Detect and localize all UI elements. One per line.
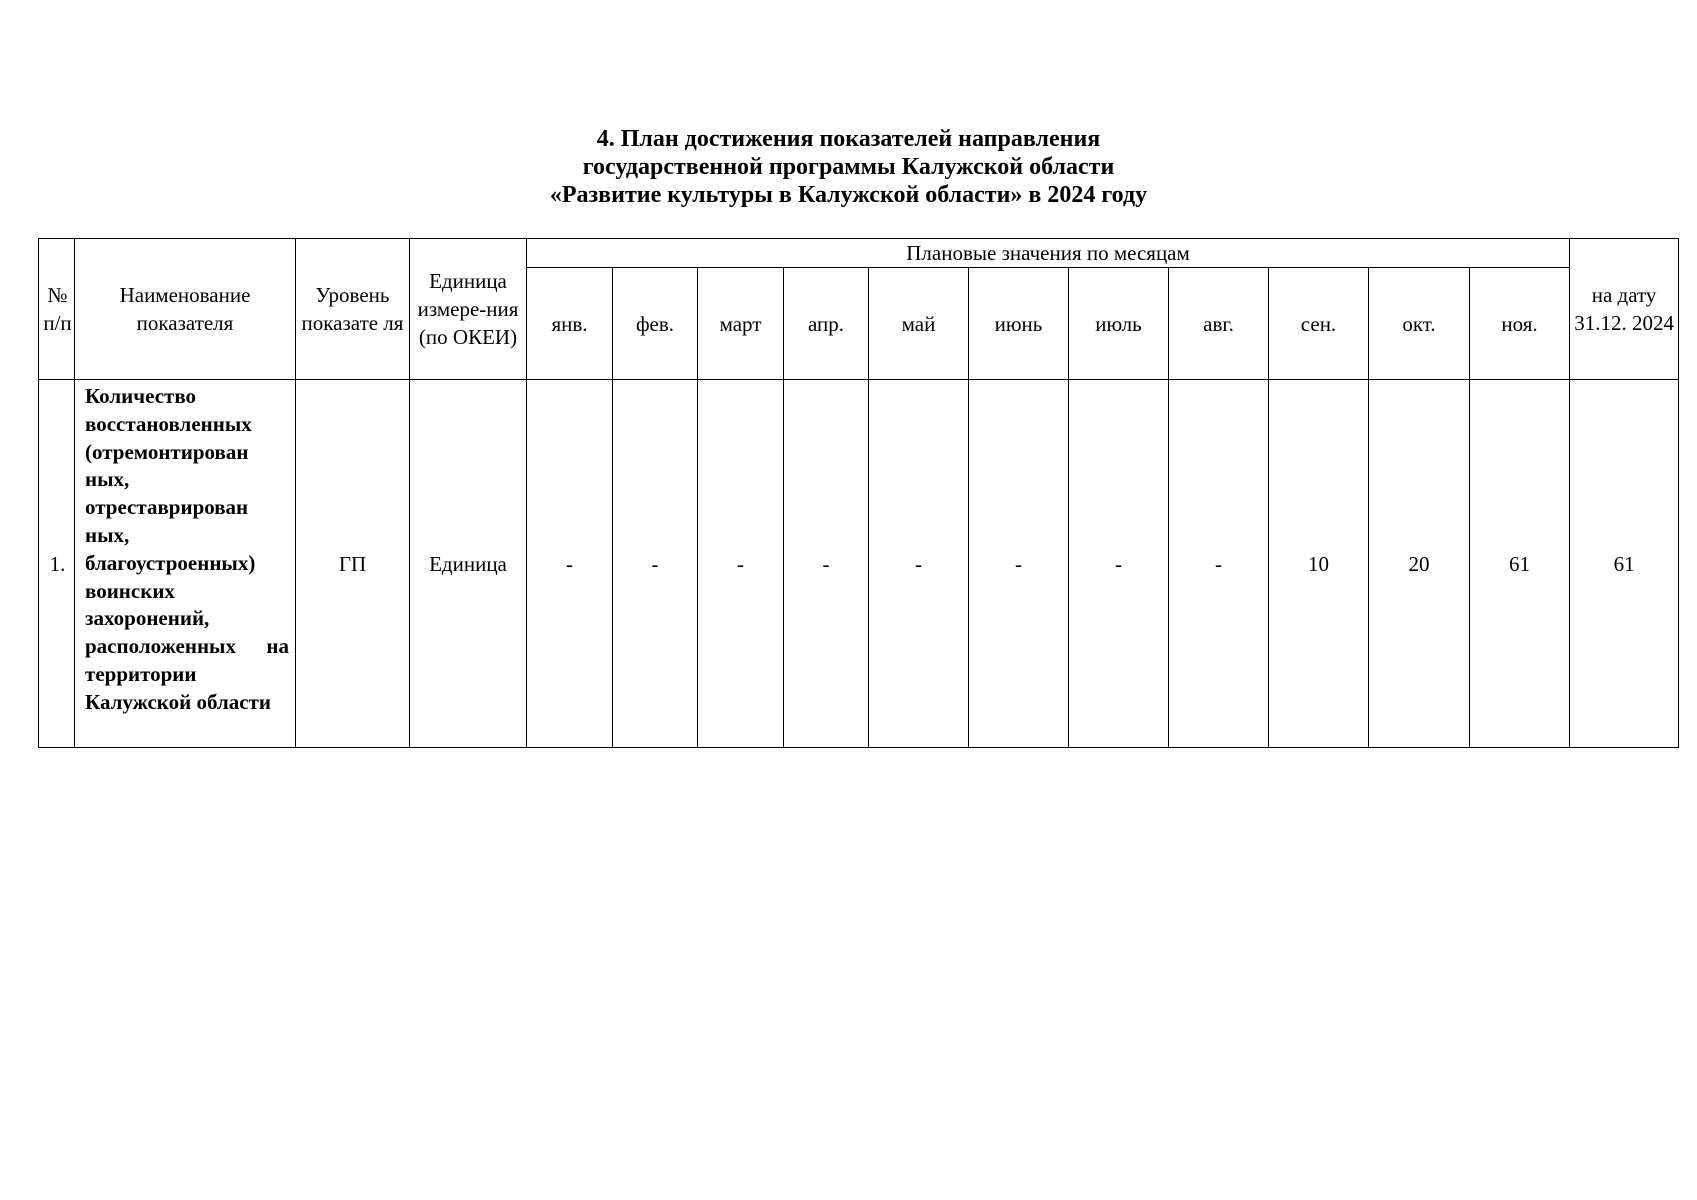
- row-indicator-name: Количество восстановленных (отремонтирован ных, отреставрирован ных, благоустроенных) воинских захоронений, расположенных на территории Калужской области: [75, 380, 296, 748]
- title-line-1: 4. План достижения показателей направления: [596, 126, 1101, 152]
- header-month: июнь: [969, 268, 1069, 380]
- row-month-value: -: [869, 380, 969, 748]
- header-name: Наименование показателя: [75, 239, 296, 380]
- row-num: 1.: [39, 380, 75, 748]
- header-num: № п/п: [39, 239, 75, 380]
- row-month-value: 61: [1470, 380, 1570, 748]
- row-on-date-value: 61: [1570, 380, 1679, 748]
- row-month-value: -: [613, 380, 698, 748]
- header-month: апр.: [784, 268, 869, 380]
- row-month-value: -: [698, 380, 784, 748]
- header-month: окт.: [1369, 268, 1470, 380]
- header-on-date: на дату 31.12. 2024: [1570, 239, 1679, 380]
- row-month-value: 10: [1269, 380, 1369, 748]
- header-monthly-group: Плановые значения по месяцам: [527, 239, 1570, 268]
- row-month-value: -: [969, 380, 1069, 748]
- header-month: сен.: [1269, 268, 1369, 380]
- header-row-1: [39, 239, 1679, 268]
- document-title: [0, 125, 1697, 209]
- header-month: авг.: [1169, 268, 1269, 380]
- table-row: [39, 380, 1679, 748]
- row-month-value: 20: [1369, 380, 1470, 748]
- title-line-2: государственной программы Калужской области: [582, 154, 1115, 180]
- row-month-value: -: [527, 380, 613, 748]
- header-month: март: [698, 268, 784, 380]
- header-month: ноя.: [1470, 268, 1570, 380]
- header-month: янв.: [527, 268, 613, 380]
- row-level: ГП: [296, 380, 410, 748]
- header-month: июль: [1069, 268, 1169, 380]
- indicators-plan-table: [38, 238, 1679, 748]
- row-month-value: -: [1169, 380, 1269, 748]
- row-unit: Единица: [410, 380, 527, 748]
- row-month-value: -: [784, 380, 869, 748]
- header-unit: Единица измере-ния (по ОКЕИ): [410, 239, 527, 380]
- title-line-3: «Развитие культуры в Калужской области» в 2024 году: [549, 182, 1148, 208]
- header-month: май: [869, 268, 969, 380]
- header-month: фев.: [613, 268, 698, 380]
- row-month-value: -: [1069, 380, 1169, 748]
- header-level: Уровень показате ля: [296, 239, 410, 380]
